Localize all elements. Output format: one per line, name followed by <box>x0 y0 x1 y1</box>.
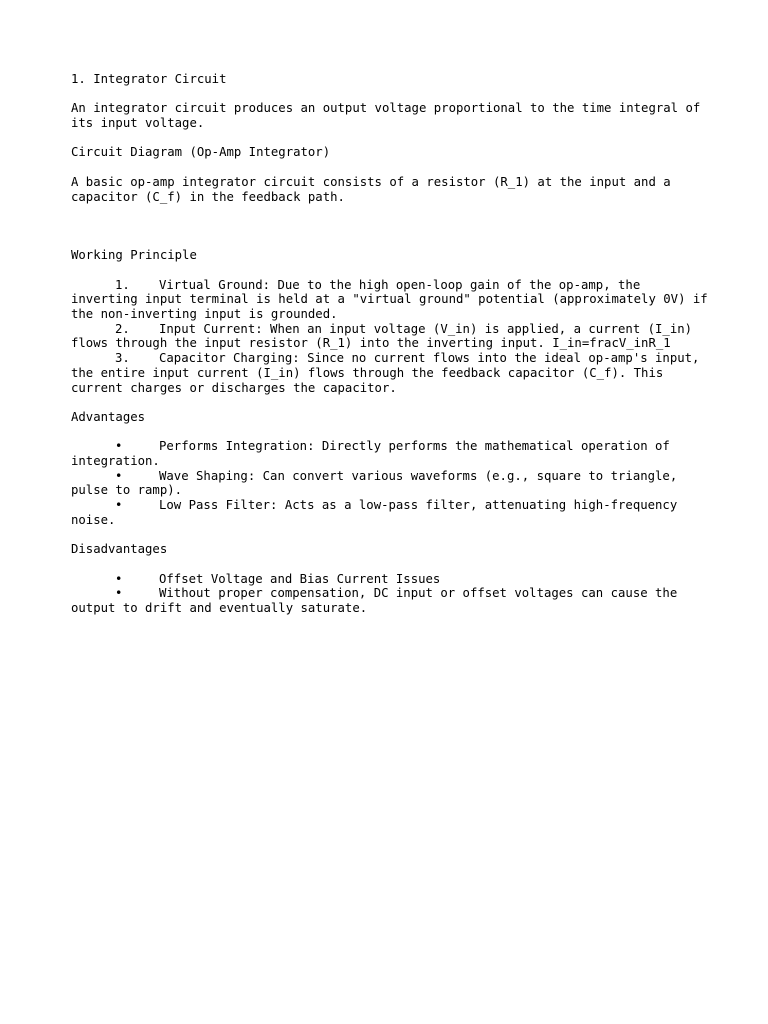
working-principle-list <box>71 277 716 396</box>
advantages-heading: Advantages <box>71 409 146 424</box>
list-item <box>71 439 711 468</box>
bullet-icon: • <box>115 468 123 483</box>
disadvantages-heading: Disadvantages <box>71 542 168 557</box>
list-item <box>71 322 711 351</box>
advantages-list <box>71 439 711 527</box>
list-item-text: Input Current: When an input voltage (V_in) is applied, a current (I_in) flows through the input resistor (R_1) into the inverting input. I_in=fracV_inR_1 <box>71 321 700 351</box>
list-item-text: Performs Integration: Directly performs the mathematical operation of integration. <box>71 439 678 469</box>
list-item-text: Without proper compensation, DC input or offset voltages can cause the output to drift and eventually saturate. <box>71 586 685 616</box>
bullet-icon: • <box>115 586 123 601</box>
list-item-text: Offset Voltage and Bias Current Issues <box>159 571 441 586</box>
bullet-icon: • <box>115 571 123 586</box>
bullet-icon: • <box>115 498 123 513</box>
list-item <box>71 469 711 498</box>
list-item <box>71 277 716 322</box>
list-item-text: Capacitor Charging: Since no current flows into the ideal op-amp's input, the entire input current (I_in) flows through the feedback capacitor (C_f). This current charges or discharges the capacitor. <box>71 351 707 395</box>
section-heading: 1. Integrator Circuit <box>71 72 227 86</box>
list-number: 3. <box>115 351 130 366</box>
list-item-text: Virtual Ground: Due to the high open-loop gain of the op-amp, the inverting input terminal is held at a "virtual ground" potential (approximately 0V) if the non-inverting input is grounded. <box>71 277 716 322</box>
intro-paragraph: An integrator circuit produces an output voltage proportional to the time integral of its input voltage. <box>71 101 708 131</box>
list-item <box>71 586 711 615</box>
list-item-text: Wave Shaping: Can convert various waveforms (e.g., square to triangle, pulse to ramp). <box>71 468 685 498</box>
document-page <box>71 72 716 616</box>
list-item <box>71 572 711 587</box>
list-number: 2. <box>115 321 130 336</box>
list-item-text: Low Pass Filter: Acts as a low-pass filter, attenuating high-frequency noise. <box>71 498 685 527</box>
list-item <box>71 498 711 527</box>
working-principle-heading: Working Principle <box>71 248 197 263</box>
diagram-paragraph: A basic op-amp integrator circuit consists of a resistor (R_1) at the input and a capacitor (C_f) in the feedback path. <box>71 174 679 204</box>
disadvantages-list <box>71 572 711 616</box>
bullet-icon: • <box>115 439 123 454</box>
list-number: 1. <box>115 277 130 292</box>
list-item <box>71 351 711 395</box>
diagram-heading: Circuit Diagram (Op-Amp Integrator) <box>71 145 331 160</box>
